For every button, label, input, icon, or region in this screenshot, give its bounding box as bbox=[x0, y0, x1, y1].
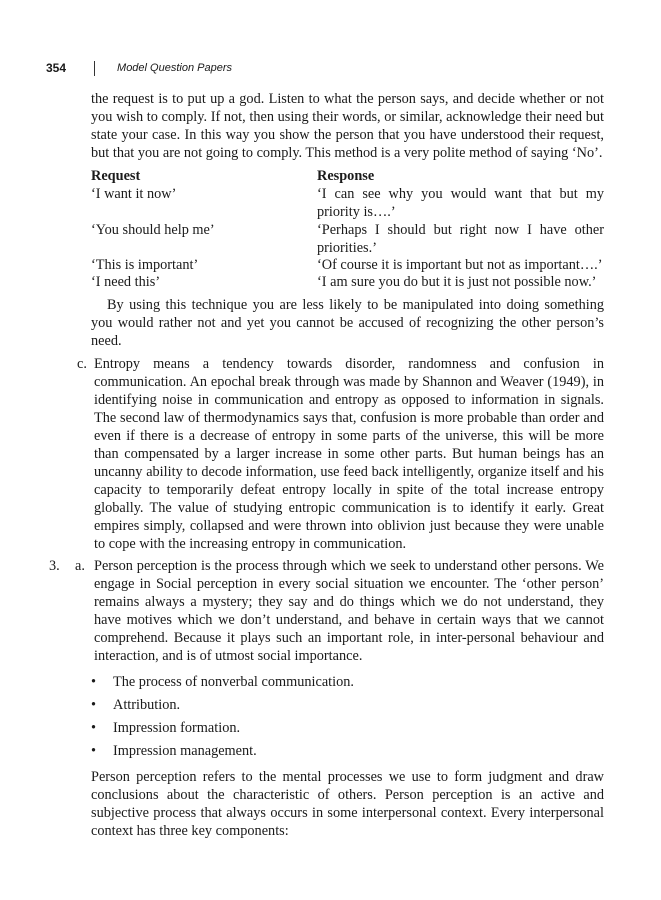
bullet-icon: • bbox=[91, 720, 97, 736]
entropy-paragraph: Entropy means a tendency towards disorder, randomness and confusion in communication. An epochal break through was made by Shannon and Weaver (1949), in identifying noise in communication and entropy as opposed to information in signals. The second law of thermodynamics says that, confusion is more probable than order and even if there is a decrease of entropy in some parts of the universe, this will be more than compensated by a larger increase in some other parts. But human beings has an uncanny ability to decode information, use feed back intelligently, organize itself and his capacity to temporarily defeat entropy locally in spite of the total increase entropy globally. The value of studying entropic communication is to identify it early. Great empires simply, collapsed and were thrown into oblivion just because they were unable to cope with the increasing entropy in communication. bbox=[94, 356, 604, 552]
item-c-marker: c. bbox=[77, 356, 87, 372]
response-cell: ‘Of course it is important but not as important….’ bbox=[317, 257, 603, 273]
list-item-text: The process of nonverbal communication. bbox=[113, 674, 354, 690]
list-item bbox=[91, 696, 180, 714]
response-cell: ‘I am sure you do but it is just not possible now.’ bbox=[317, 274, 597, 290]
table-row bbox=[91, 185, 604, 221]
list-item-text: Impression management. bbox=[113, 743, 257, 759]
header-divider bbox=[94, 61, 95, 76]
request-cell: ‘This is important’ bbox=[91, 257, 199, 273]
closing-paragraph: Person perception refers to the mental processes we use to form judgment and draw conclusions about the characteristic of others. Person perception is an active and subjective process that always occurs in some interpersonal context. Every interpersonal context has three key components: bbox=[91, 769, 604, 839]
response-cell: ‘I can see why you would want that but my priority is….’ bbox=[317, 186, 604, 220]
response-cell: ‘Perhaps I should but right now I have other priorities.’ bbox=[317, 222, 604, 256]
table-header bbox=[91, 167, 604, 185]
book-title: Model Question Papers bbox=[117, 62, 232, 74]
list-item bbox=[91, 673, 354, 691]
request-cell: ‘I need this’ bbox=[91, 274, 161, 290]
response-header: Response bbox=[317, 168, 375, 184]
request-cell: ‘I want it now’ bbox=[91, 186, 177, 202]
intro-paragraph: the request is to put up a god. Listen to what the person says, and decide whether or not you wish to comply. If not, then using their words, or similar, acknowledge their need but state your case. In this way you show the person that you have understood their request, but that you are not going to comply. This method is a very polite method of saying ‘No’. bbox=[91, 91, 604, 161]
page-number: 354 bbox=[46, 61, 67, 75]
list-item bbox=[91, 742, 257, 760]
request-cell: ‘You should help me’ bbox=[91, 222, 215, 238]
person-perception-paragraph: Person perception is the process through which we seek to understand other persons. We engage in Social perception in every social situation we encounter. The ‘other person’ remains always a mystery; they say and do things which we do not understand, they have motives which we don’t understand, and behave in certain ways that we cannot comprehend. Because it plays such an important role, in inter-personal behaviour and interaction, and is of utmost social importance. bbox=[94, 558, 604, 664]
item-a-marker: a. bbox=[75, 558, 85, 574]
bullet-icon: • bbox=[91, 697, 97, 713]
list-item bbox=[91, 719, 240, 737]
table-row bbox=[91, 221, 604, 257]
table-row bbox=[91, 273, 604, 291]
question-number: 3. bbox=[49, 558, 60, 574]
table-row bbox=[91, 256, 604, 274]
list-item-text: Impression formation. bbox=[113, 720, 241, 736]
bullet-icon: • bbox=[91, 674, 97, 690]
running-header bbox=[46, 59, 232, 77]
bullet-icon: • bbox=[91, 743, 97, 759]
technique-paragraph: By using this technique you are less likely to be manipulated into doing something you would rather not and yet you cannot be accused of recognizing the other person’s need. bbox=[91, 297, 604, 349]
request-header: Request bbox=[91, 168, 141, 184]
list-item-text: Attribution. bbox=[113, 697, 181, 713]
